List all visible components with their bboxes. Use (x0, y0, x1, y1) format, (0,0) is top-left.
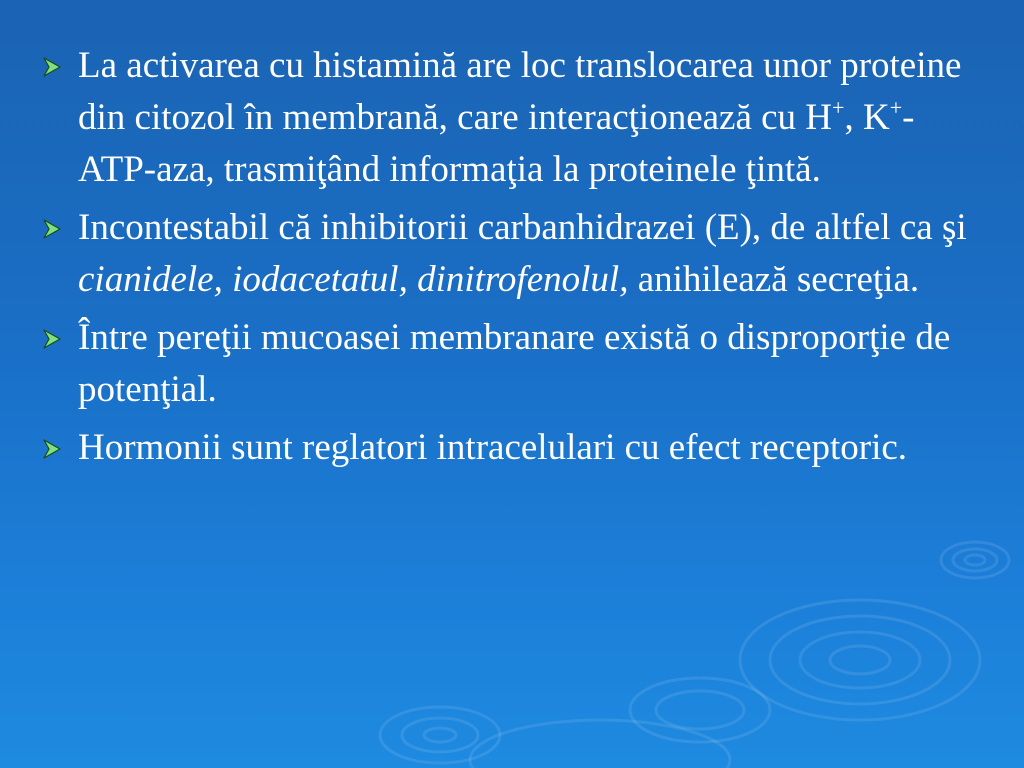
bullet-item-inhibitors (40, 202, 990, 306)
superscript-plus: + (832, 95, 845, 120)
superscript-plus: + (889, 95, 903, 120)
bullet-item-hormones (40, 422, 990, 474)
slide-body (40, 40, 990, 480)
arrowhead-bullet-icon (40, 217, 64, 241)
bullet-text: Hormonii sunt reglatori intracelulari cu efect receptoric. (78, 427, 908, 468)
arrowhead-bullet-icon (40, 327, 64, 351)
italic-chemicals: cianidele, iodacetatul, dinitrofenolul, (78, 259, 629, 300)
bullet-text: Incontestabil că inhibitorii carbanhidrazei (E), de altfel ca şi cianidele, iodacetatul, dinitrofenolul, anihilează secreţia. (78, 207, 967, 300)
bullet-item-histamine (40, 40, 990, 196)
arrowhead-bullet-icon (40, 437, 64, 461)
arrowhead-bullet-icon (40, 55, 64, 79)
bullet-item-mucosa (40, 312, 990, 416)
bullet-text: Între pereţii mucoasei membranare există o disproporţie de potenţial. (78, 317, 951, 410)
bullet-text: La activarea cu histamină are loc translocarea unor proteine din citozol în membrană, care interacţionează cu H+, K+- ATP-aza, trasmiţând informaţia la proteinele ţintă. (78, 45, 962, 190)
